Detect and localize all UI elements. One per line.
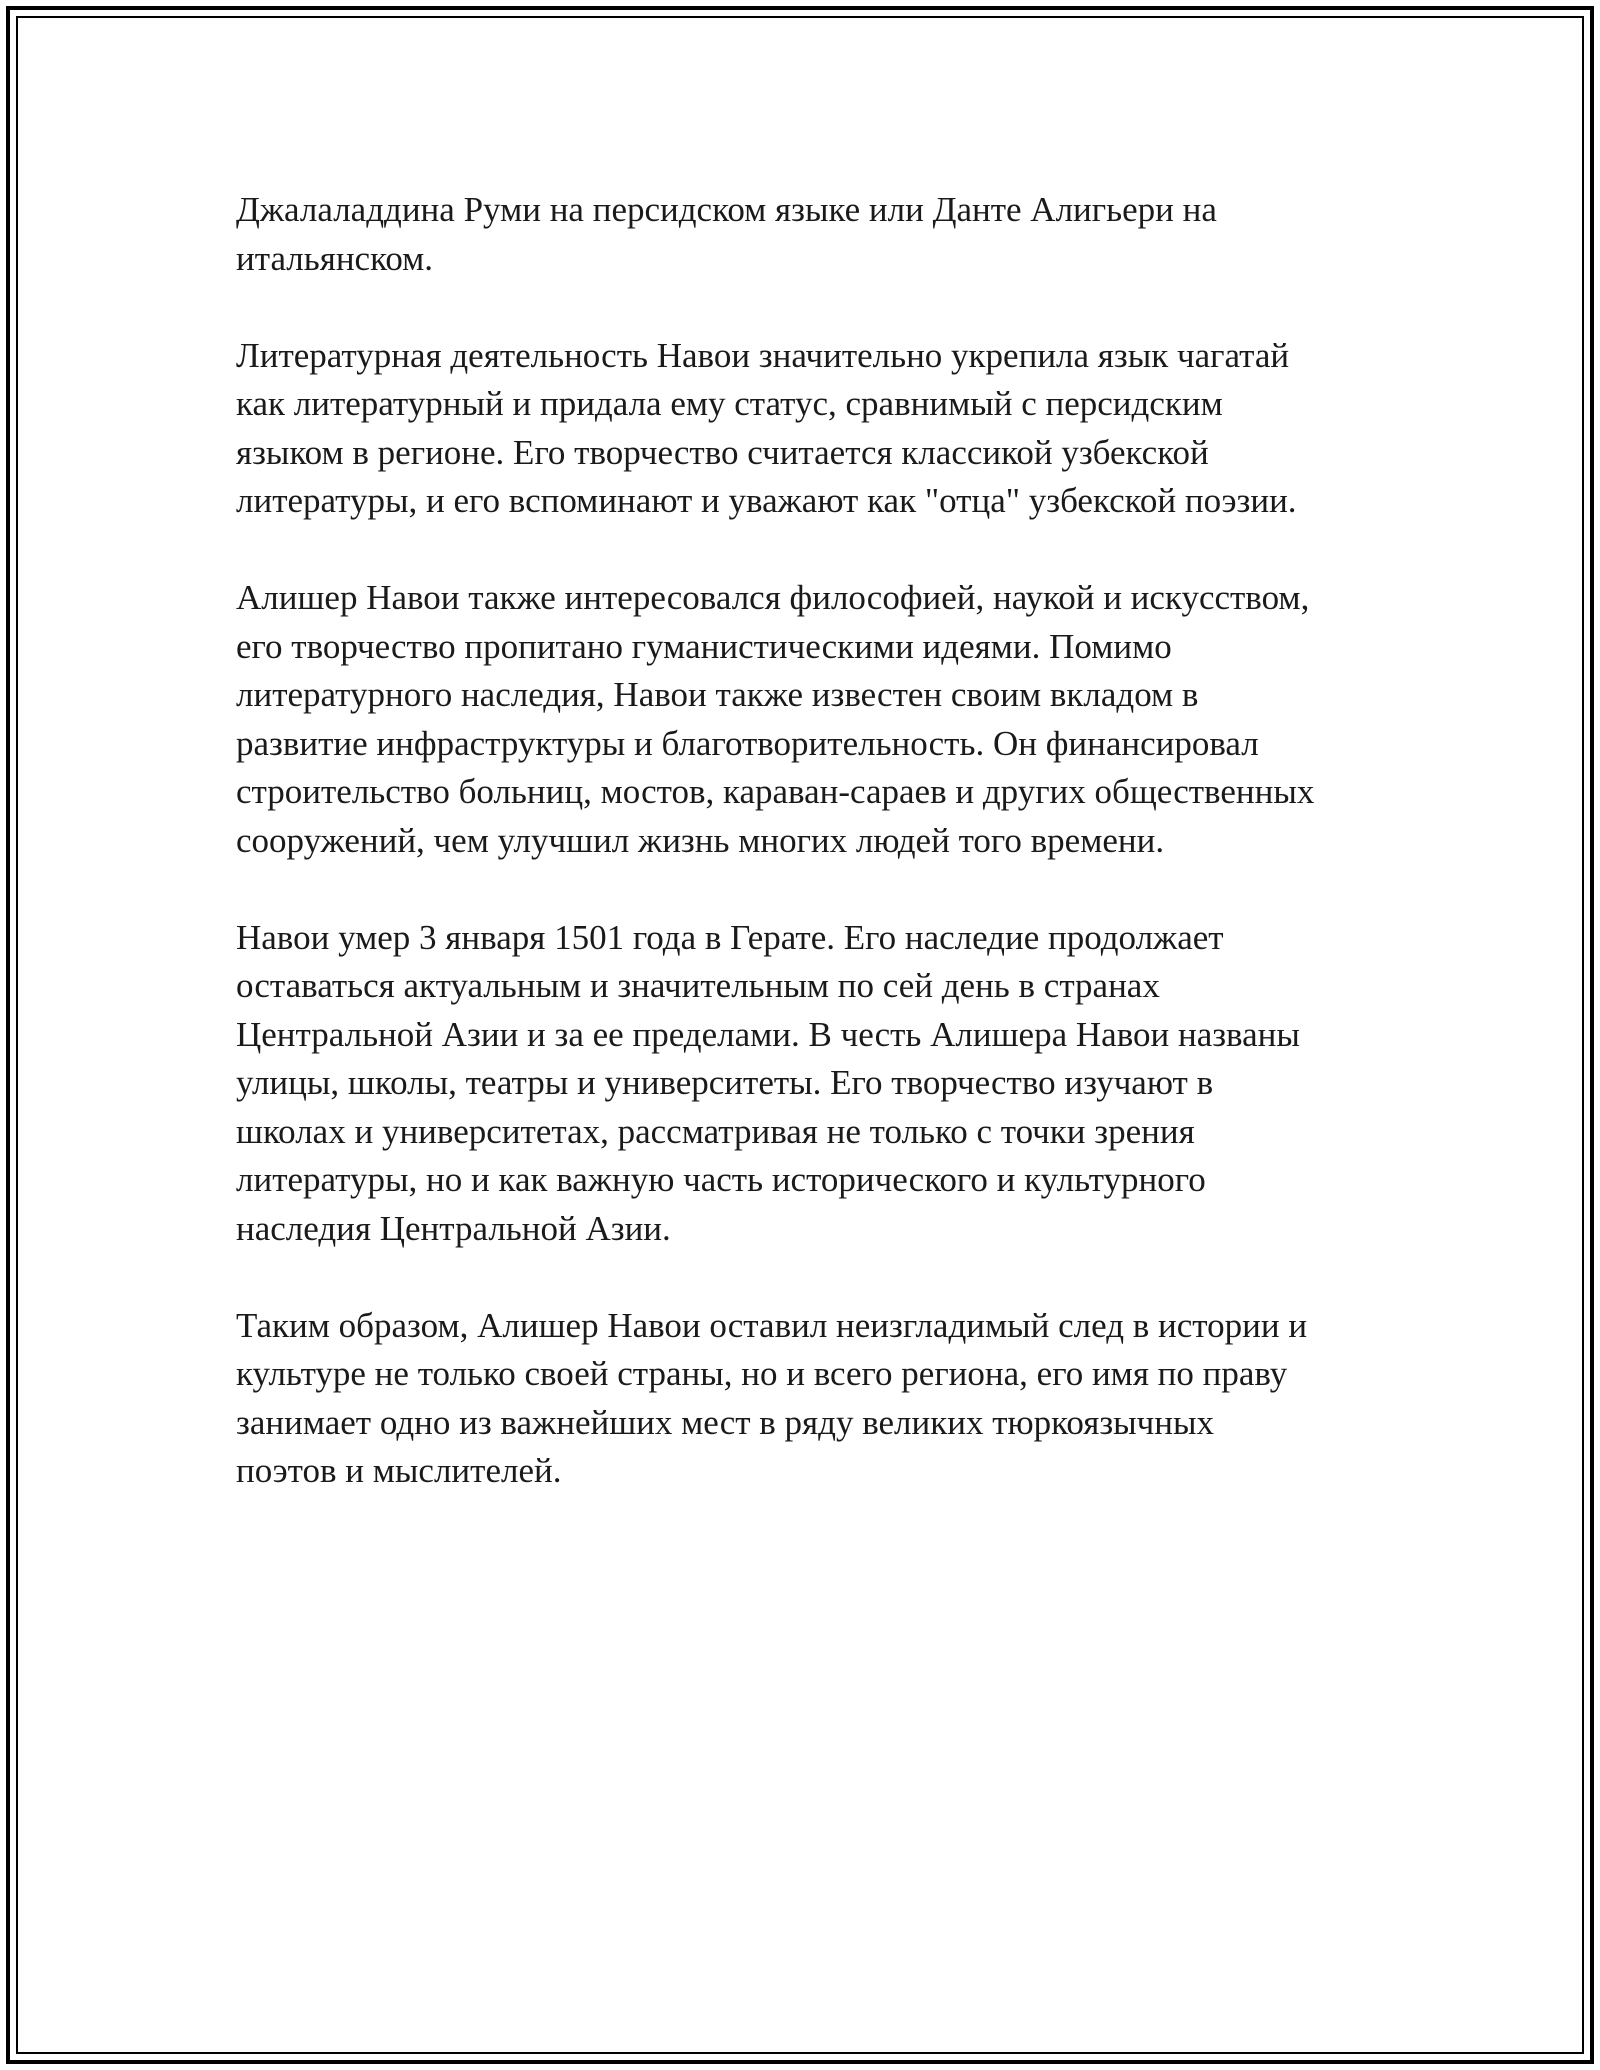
paragraph-3: Алишер Навои также интересовался философией, наукой и искусством, его творчество пропитано гуманистическими идеями. Помимо литературного наследия, Навои также известен своим вкладом в развитие инфраструктуры и благотворительность. Он финансировал строительство больниц, мостов, караван-сараев и других общественных сооружений, чем улучшил жизнь многих людей того времени. — [236, 578, 1315, 860]
paragraph-5: Таким образом, Алишер Навои оставил неизгладимый след в истории и культуре не только своей страны, но и всего региона, его имя по праву занимает одно из важнейших мест в ряду великих тюркоязычных поэтов и мыслителей. — [236, 1305, 1308, 1490]
paragraph-1: Джалаладдина Руми на персидском языке или Данте Алигьери на итальянском. — [236, 190, 1217, 278]
paragraph-2: Литературная деятельность Навои значительно укрепила язык чагатай как литературный и придала ему статус, сравнимый с персидским языком в регионе. Его творчество считается классикой узбекской литературы, и его вспоминают и уважают как "отца" узбекской поэзии. — [236, 335, 1297, 520]
paragraph-4: Навои умер 3 января 1501 года в Герате. Его наследие продолжает оставаться актуальным и значительным по сей день в странах Центральной Азии и за ее пределами. В честь Алишера Навои названы улицы, школы, театры и университеты. Его творчество изучают в школах и университетах, рассматривая не только с точки зрения литературы, но и как важную часть исторического и культурного наследия Центральной Азии. — [236, 917, 1300, 1248]
document-body — [236, 186, 1386, 1544]
